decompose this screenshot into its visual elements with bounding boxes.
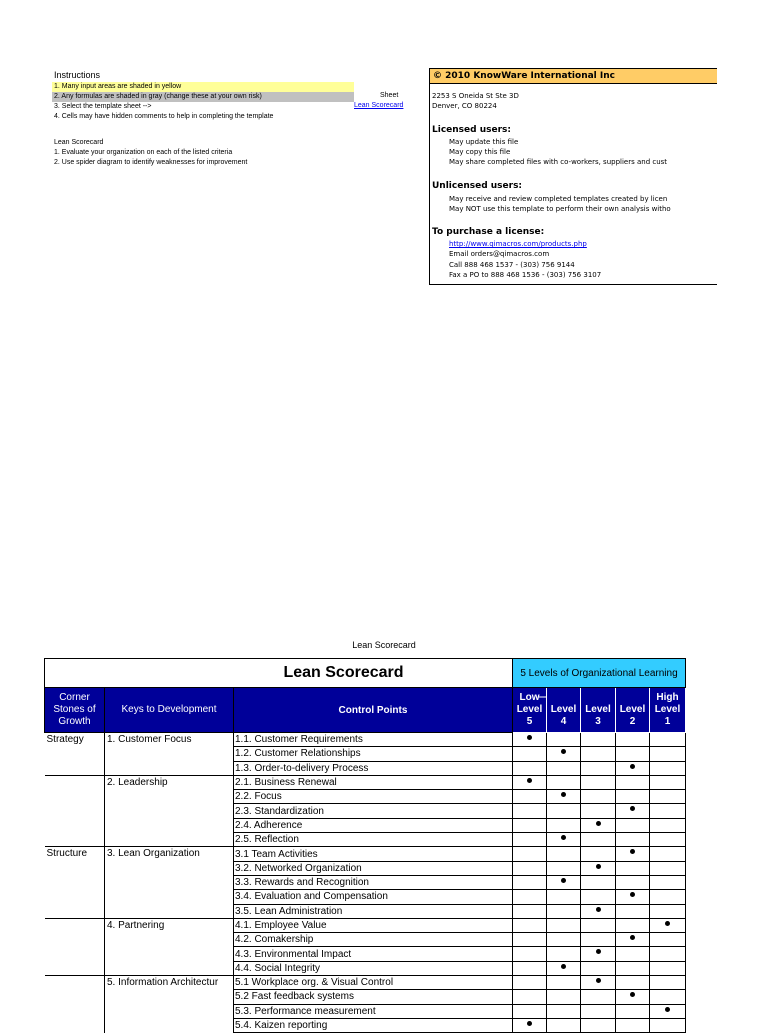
section-line-1: 1. Evaluate your organization on each of the listed criteria <box>54 149 233 156</box>
purchase-line: Call 888 468 1537 - (303) 756 9144 <box>449 261 575 269</box>
purchase-line: Fax a PO to 888 468 1536 - (303) 756 3107 <box>449 271 602 279</box>
instruction-line-1: 1. Many input areas are shaded in yellow <box>52 82 354 92</box>
license-box <box>429 68 717 285</box>
level-2-cell[interactable] <box>616 904 650 918</box>
level-4-cell[interactable] <box>547 961 581 975</box>
cornerstone-cell <box>45 747 105 761</box>
key-cell <box>105 961 234 975</box>
level-5-cell[interactable] <box>513 775 547 789</box>
level-4-cell[interactable] <box>547 976 581 990</box>
level-number: 1 <box>664 716 671 727</box>
rating-dot <box>527 778 532 783</box>
high-label: High <box>656 692 679 703</box>
level-1-cell[interactable] <box>650 1004 686 1018</box>
key-cell <box>105 904 234 918</box>
key-cell <box>105 747 234 761</box>
control-point-cell: 3.5. Lean Administration <box>234 904 513 918</box>
rating-dot <box>527 1021 532 1026</box>
level-4-cell[interactable] <box>547 775 581 789</box>
level-4-cell[interactable] <box>547 918 581 932</box>
level-4-cell[interactable] <box>547 833 581 847</box>
level-2-cell[interactable] <box>616 961 650 975</box>
level-2-cell[interactable] <box>616 790 650 804</box>
level-word: Level <box>516 704 543 715</box>
level-1-cell[interactable] <box>650 1018 686 1032</box>
scorecard-caption: Lean Scorecard <box>352 640 416 650</box>
table-row <box>45 733 686 747</box>
instruction-line-2: 2. Any formulas are shaded in gray (change these at your own risk) <box>52 92 354 102</box>
level-3-cell[interactable] <box>581 761 616 775</box>
level-number: 2 <box>629 716 636 727</box>
unlicensed-line: May receive and review completed templates created by licen <box>449 195 668 203</box>
address-line-2: Denver, CO 80224 <box>432 102 497 110</box>
level-2-cell[interactable] <box>616 847 650 861</box>
rating-dot <box>630 764 635 769</box>
level-2-cell[interactable] <box>616 733 650 747</box>
level-2-cell[interactable] <box>616 918 650 932</box>
rating-dot <box>630 806 635 811</box>
level-word: Level <box>619 704 646 715</box>
level-5-cell[interactable] <box>513 804 547 818</box>
control-point-cell: 2.3. Standardization <box>234 804 513 818</box>
control-point-cell: 3.4. Evaluation and Compensation <box>234 890 513 904</box>
level-4-cell[interactable] <box>547 947 581 961</box>
level-1-cell[interactable] <box>650 847 686 861</box>
level-4-cell[interactable] <box>547 1004 581 1018</box>
level-3-cell[interactable] <box>581 875 616 889</box>
key-cell <box>105 790 234 804</box>
level-1-cell[interactable] <box>650 990 686 1004</box>
lean-scorecard-sheet-link[interactable]: Lean Scorecard <box>354 102 404 109</box>
header-control-points: Control Points <box>234 688 513 733</box>
cornerstone-cell <box>45 875 105 889</box>
control-point-cell: 1.1. Customer Requirements <box>234 733 513 747</box>
level-1-cell[interactable] <box>650 976 686 990</box>
table-row <box>45 761 686 775</box>
level-2-cell[interactable] <box>616 775 650 789</box>
level-3-cell[interactable] <box>581 833 616 847</box>
level-2-cell[interactable] <box>616 761 650 775</box>
level-5-cell[interactable] <box>513 818 547 832</box>
key-cell: 2. Leadership <box>105 775 234 789</box>
level-5-cell[interactable] <box>513 933 547 947</box>
purchase-line: Email orders@qimacros.com <box>449 250 550 258</box>
level-4-cell[interactable] <box>547 804 581 818</box>
level-1-cell[interactable] <box>650 747 686 761</box>
level-5-cell[interactable] <box>513 733 547 747</box>
cornerstone-cell: Strategy <box>45 733 105 747</box>
rating-dot <box>596 821 601 826</box>
level-2-cell[interactable] <box>616 861 650 875</box>
level-4-cell[interactable] <box>547 904 581 918</box>
level-3-cell[interactable] <box>581 1018 616 1032</box>
table-row <box>45 933 686 947</box>
cornerstone-cell <box>45 918 105 932</box>
arrow-line <box>539 694 547 702</box>
cornerstone-cell <box>45 961 105 975</box>
levels-title: 5 Levels of Organizational Learning <box>513 659 686 688</box>
level-2-cell[interactable] <box>616 1018 650 1032</box>
level-5-cell[interactable] <box>513 847 547 861</box>
cornerstone-cell <box>45 904 105 918</box>
control-point-cell: 1.3. Order-to-delivery Process <box>234 761 513 775</box>
level-3-cell[interactable] <box>581 804 616 818</box>
level-1-cell[interactable] <box>650 804 686 818</box>
control-point-cell: 5.2 Fast feedback systems <box>234 990 513 1004</box>
level-3-cell[interactable] <box>581 933 616 947</box>
level-2-cell[interactable] <box>616 804 650 818</box>
licensed-line: May copy this file <box>449 148 511 156</box>
cornerstone-cell <box>45 818 105 832</box>
cornerstone-cell <box>45 833 105 847</box>
level-5-cell[interactable] <box>513 747 547 761</box>
key-cell <box>105 804 234 818</box>
table-row <box>45 947 686 961</box>
level-2-cell[interactable] <box>616 747 650 761</box>
level-3-cell[interactable] <box>581 1004 616 1018</box>
level-2-cell[interactable] <box>616 990 650 1004</box>
rating-dot <box>596 978 601 983</box>
level-3-cell[interactable] <box>581 847 616 861</box>
rating-dot <box>630 892 635 897</box>
table-row <box>45 890 686 904</box>
control-point-cell: 1.2. Customer Relationships <box>234 747 513 761</box>
level-number: 4 <box>560 716 567 727</box>
key-cell <box>105 1004 234 1018</box>
cornerstone-cell <box>45 890 105 904</box>
table-row <box>45 833 686 847</box>
rating-dot <box>561 749 566 754</box>
level-5-cell[interactable] <box>513 1004 547 1018</box>
purchase-title: To purchase a license: <box>432 227 545 237</box>
header-level-4 <box>547 688 581 733</box>
level-5-cell[interactable] <box>513 875 547 889</box>
purchase-link[interactable]: http://www.qimacros.com/products.php <box>449 240 587 248</box>
table-row <box>45 747 686 761</box>
level-1-cell[interactable] <box>650 790 686 804</box>
rating-dot <box>561 792 566 797</box>
level-5-cell[interactable] <box>513 904 547 918</box>
control-point-cell: 5.3. Performance measurement <box>234 1004 513 1018</box>
rating-dot <box>527 735 532 740</box>
level-1-cell[interactable] <box>650 818 686 832</box>
table-row <box>45 804 686 818</box>
key-cell <box>105 833 234 847</box>
cornerstone-cell <box>45 947 105 961</box>
header-level-3 <box>581 688 616 733</box>
level-4-cell[interactable] <box>547 1018 581 1032</box>
level-5-cell[interactable] <box>513 918 547 932</box>
level-5-cell[interactable] <box>513 1018 547 1032</box>
rating-dot <box>630 935 635 940</box>
control-point-cell: 3.2. Networked Organization <box>234 861 513 875</box>
level-4-cell[interactable] <box>547 761 581 775</box>
level-2-cell[interactable] <box>616 976 650 990</box>
key-cell: 5. Information Architectur <box>105 976 234 990</box>
table-row <box>45 818 686 832</box>
level-5-cell[interactable] <box>513 790 547 804</box>
unlicensed-title: Unlicensed users: <box>432 181 523 191</box>
level-1-cell[interactable] <box>650 918 686 932</box>
key-cell: 3. Lean Organization <box>105 847 234 861</box>
level-2-cell[interactable] <box>616 890 650 904</box>
licensed-line: May update this file <box>449 138 519 146</box>
cornerstone-cell <box>45 804 105 818</box>
control-point-cell: 5.4. Kaizen reporting <box>234 1018 513 1032</box>
level-3-cell[interactable] <box>581 890 616 904</box>
table-row <box>45 790 686 804</box>
level-2-cell[interactable] <box>616 947 650 961</box>
low-label: Low <box>519 692 540 703</box>
level-1-cell[interactable] <box>650 733 686 747</box>
rating-dot <box>596 949 601 954</box>
level-4-cell[interactable] <box>547 861 581 875</box>
rating-dot <box>630 992 635 997</box>
control-point-cell: 4.2. Comakership <box>234 933 513 947</box>
control-point-cell: 2.1. Business Renewal <box>234 775 513 789</box>
control-point-cell: 5.1 Workplace org. & Visual Control <box>234 976 513 990</box>
header-cornerstones: Corner Stones of Growth <box>45 688 105 733</box>
table-row <box>45 961 686 975</box>
cornerstone-cell <box>45 861 105 875</box>
key-cell <box>105 890 234 904</box>
key-cell <box>105 933 234 947</box>
level-3-cell[interactable] <box>581 861 616 875</box>
table-row <box>45 1018 686 1032</box>
key-cell <box>105 875 234 889</box>
rating-dot <box>561 964 566 969</box>
level-4-cell[interactable] <box>547 847 581 861</box>
level-1-cell[interactable] <box>650 961 686 975</box>
header-level-5 <box>513 688 547 733</box>
level-5-cell[interactable] <box>513 947 547 961</box>
level-3-cell[interactable] <box>581 818 616 832</box>
control-point-cell: 4.3. Environmental Impact <box>234 947 513 961</box>
level-word: Level <box>550 704 577 715</box>
rating-dot <box>561 878 566 883</box>
level-number: 3 <box>595 716 601 727</box>
key-cell: 4. Partnering <box>105 918 234 932</box>
level-5-cell[interactable] <box>513 761 547 775</box>
level-1-cell[interactable] <box>650 875 686 889</box>
cornerstone-cell <box>45 1004 105 1018</box>
level-1-cell[interactable] <box>650 761 686 775</box>
level-4-cell[interactable] <box>547 933 581 947</box>
control-point-cell: 2.4. Adherence <box>234 818 513 832</box>
table-row <box>45 990 686 1004</box>
level-5-cell[interactable] <box>513 976 547 990</box>
control-point-cell: 4.4. Social Integrity <box>234 961 513 975</box>
cornerstone-cell <box>45 790 105 804</box>
level-3-cell[interactable] <box>581 947 616 961</box>
licensed-line: May share completed files with co-workers, suppliers and cust <box>449 158 668 166</box>
rating-dot <box>561 835 566 840</box>
licensed-title: Licensed users: <box>432 125 511 135</box>
level-1-cell[interactable] <box>650 933 686 947</box>
rating-dot <box>630 849 635 854</box>
level-5-cell[interactable] <box>513 990 547 1004</box>
level-word: Level <box>654 704 681 715</box>
control-point-cell: 2.5. Reflection <box>234 833 513 847</box>
header-keys: Keys to Development <box>105 688 234 733</box>
table-row <box>45 875 686 889</box>
cornerstone-cell <box>45 1018 105 1032</box>
level-2-cell[interactable] <box>616 1004 650 1018</box>
level-5-cell[interactable] <box>513 833 547 847</box>
level-3-cell[interactable] <box>581 976 616 990</box>
sheet-label: Sheet <box>380 92 399 99</box>
level-5-cell[interactable] <box>513 861 547 875</box>
table-row <box>45 918 686 932</box>
lean-scorecard-table <box>44 658 686 1033</box>
key-cell <box>105 861 234 875</box>
level-5-cell[interactable] <box>513 961 547 975</box>
level-4-cell[interactable] <box>547 990 581 1004</box>
level-1-cell[interactable] <box>650 861 686 875</box>
level-4-cell[interactable] <box>547 790 581 804</box>
address-line-1: 2253 S Oneida St Ste 3D <box>432 92 519 100</box>
level-1-cell[interactable] <box>650 890 686 904</box>
level-5-cell[interactable] <box>513 890 547 904</box>
cornerstone-cell <box>45 990 105 1004</box>
rating-dot <box>665 1007 670 1012</box>
level-2-cell[interactable] <box>616 833 650 847</box>
level-3-cell[interactable] <box>581 733 616 747</box>
cornerstone-cell <box>45 761 105 775</box>
table-row <box>45 775 686 789</box>
table-row <box>45 1004 686 1018</box>
scorecard-title: Lean Scorecard <box>45 659 513 688</box>
level-4-cell[interactable] <box>547 733 581 747</box>
instructions-title: Instructions <box>54 70 101 80</box>
control-point-cell: 3.1 Team Activities <box>234 847 513 861</box>
level-3-cell[interactable] <box>581 961 616 975</box>
license-header: © 2010 KnowWare International Inc <box>430 69 717 84</box>
header-level-2 <box>616 688 650 733</box>
level-number: 5 <box>526 716 533 727</box>
section-line-2: 2. Use spider diagram to identify weaknesses for improvement <box>54 159 248 166</box>
unlicensed-line: May NOT use this template to perform their own analysis witho <box>449 205 671 213</box>
level-4-cell[interactable] <box>547 818 581 832</box>
cornerstone-cell: Structure <box>45 847 105 861</box>
control-point-cell: 2.2. Focus <box>234 790 513 804</box>
header-level-1 <box>650 688 686 733</box>
level-3-cell[interactable] <box>581 775 616 789</box>
instruction-line-3: 3. Select the template sheet --> <box>54 103 152 110</box>
level-4-cell[interactable] <box>547 747 581 761</box>
cornerstone-cell <box>45 775 105 789</box>
level-4-cell[interactable] <box>547 890 581 904</box>
control-point-cell: 3.3. Rewards and Recognition <box>234 875 513 889</box>
level-1-cell[interactable] <box>650 775 686 789</box>
table-row <box>45 904 686 918</box>
rating-dot <box>665 921 670 926</box>
key-cell <box>105 990 234 1004</box>
table-row <box>45 976 686 990</box>
key-cell <box>105 1018 234 1032</box>
level-1-cell[interactable] <box>650 904 686 918</box>
instruction-line-4: 4. Cells may have hidden comments to help in completing the template <box>54 113 274 120</box>
level-1-cell[interactable] <box>650 947 686 961</box>
key-cell <box>105 761 234 775</box>
key-cell <box>105 818 234 832</box>
table-row <box>45 861 686 875</box>
table-row <box>45 847 686 861</box>
cornerstone-cell <box>45 976 105 990</box>
level-3-cell[interactable] <box>581 747 616 761</box>
key-cell <box>105 947 234 961</box>
rating-dot <box>596 864 601 869</box>
rating-dot <box>596 907 601 912</box>
level-1-cell[interactable] <box>650 833 686 847</box>
level-word: Level <box>585 704 611 715</box>
level-3-cell[interactable] <box>581 918 616 932</box>
level-4-cell[interactable] <box>547 875 581 889</box>
cornerstone-cell <box>45 933 105 947</box>
control-point-cell: 4.1. Employee Value <box>234 918 513 932</box>
section-title: Lean Scorecard <box>54 139 104 146</box>
level-3-cell[interactable] <box>581 790 616 804</box>
key-cell: 1. Customer Focus <box>105 733 234 747</box>
level-2-cell[interactable] <box>616 875 650 889</box>
level-3-cell[interactable] <box>581 990 616 1004</box>
level-2-cell[interactable] <box>616 933 650 947</box>
level-2-cell[interactable] <box>616 818 650 832</box>
level-3-cell[interactable] <box>581 904 616 918</box>
